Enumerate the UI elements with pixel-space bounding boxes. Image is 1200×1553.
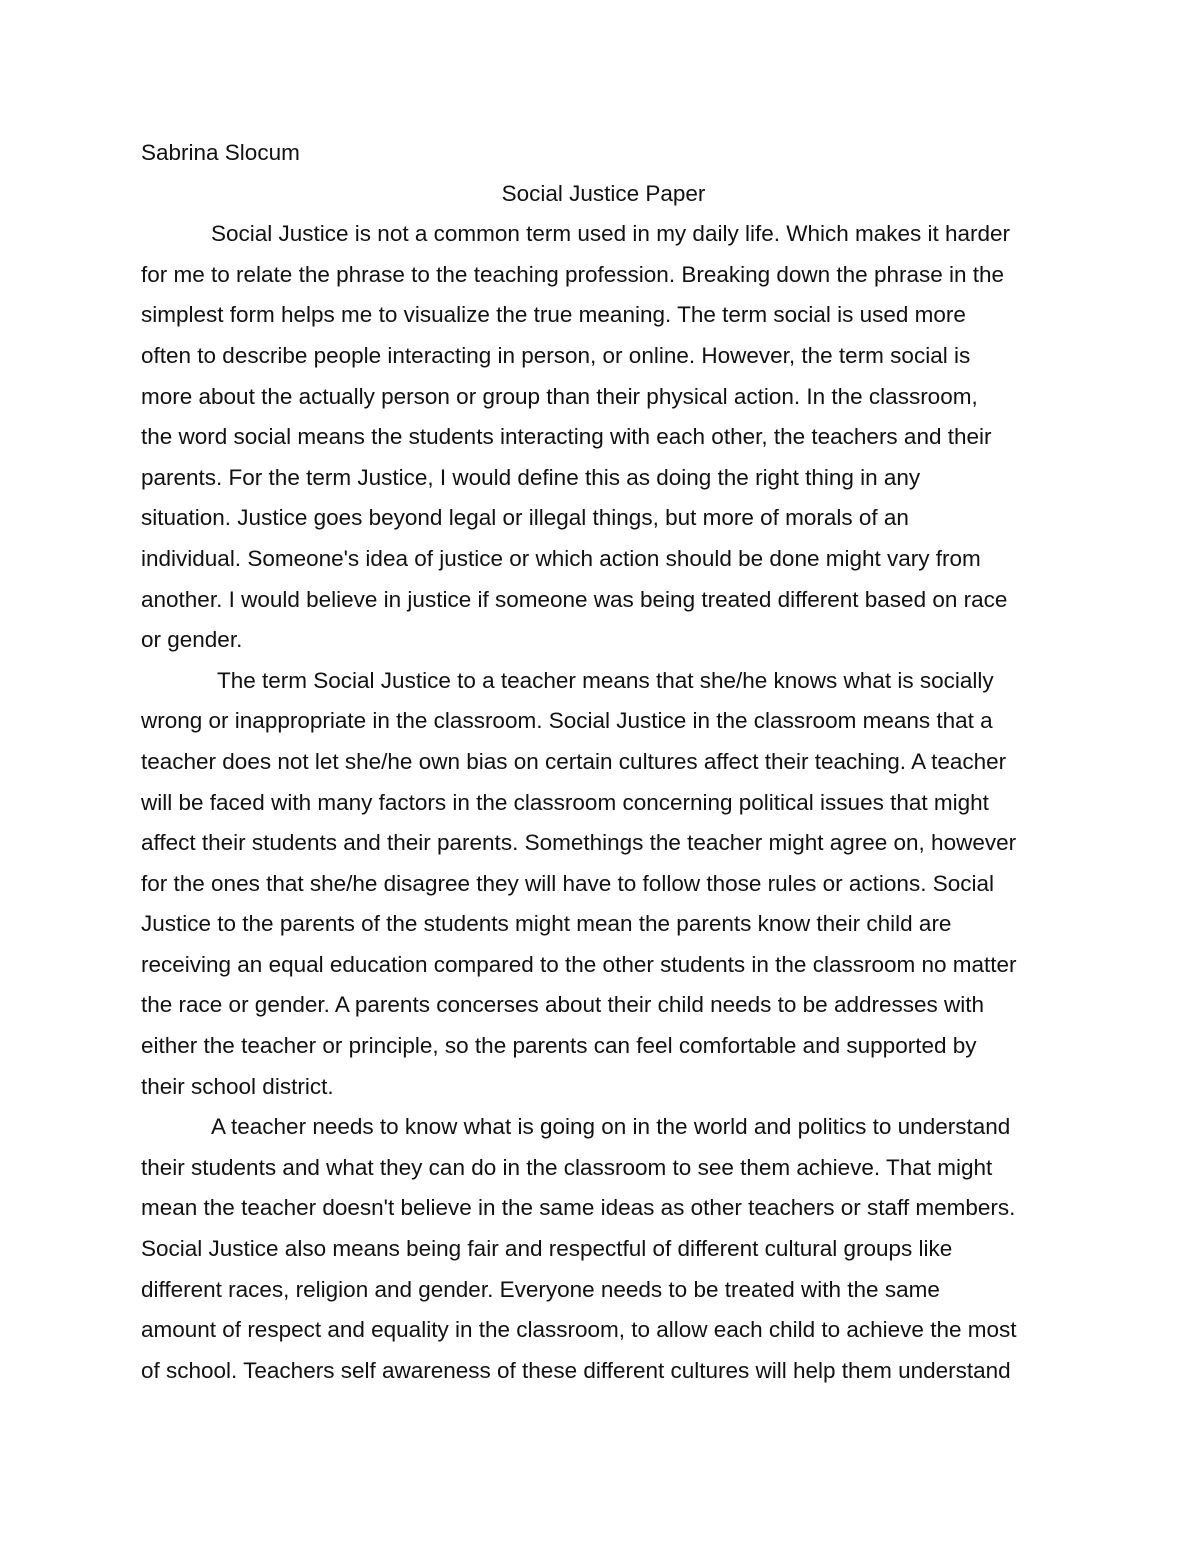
- text-line: teacher does not let she/he own bias on certain cultures affect their teaching. A teacher: [141, 748, 1007, 774]
- text-line: for the ones that she/he disagree they will have to follow those rules or actions. Social: [141, 870, 994, 896]
- text-line: their students and what they can do in the classroom to see them achieve. That might: [141, 1154, 993, 1180]
- text-line: for me to relate the phrase to the teaching profession. Breaking down the phrase in the: [141, 261, 1005, 287]
- text-line: individual. Someone's idea of justice or which action should be done might vary from: [141, 545, 981, 571]
- text-line: A teacher needs to know what is going on in the world and politics to understand: [211, 1114, 1011, 1140]
- text-line: another. I would believe in justice if someone was being treated different based on race: [141, 586, 1008, 612]
- text-line: parents. For the term Justice, I would define this as doing the right thing in any: [141, 464, 921, 490]
- text-line: often to describe people interacting in person, or online. However, the term social is: [141, 342, 971, 368]
- text-line: Justice to the parents of the students might mean the parents know their child are: [141, 911, 952, 937]
- text-line: simplest form helps me to visualize the true meaning. The term social is used more: [141, 302, 966, 328]
- text-line: or gender.: [141, 627, 243, 653]
- paragraph-2: [141, 661, 1066, 1108]
- text-line: different races, religion and gender. Everyone needs to be treated with the same: [141, 1276, 940, 1302]
- author-name: Sabrina Slocum: [141, 140, 300, 165]
- text-line: will be faced with many factors in the classroom concerning political issues that might: [141, 789, 989, 815]
- text-line: situation. Justice goes beyond legal or illegal things, but more of morals of an: [141, 505, 909, 531]
- paragraph-3: [141, 1107, 1066, 1391]
- text-line: affect their students and their parents. Somethings the teacher might agree on, however: [141, 830, 1017, 856]
- text-line: the race or gender. A parents concerses about their child needs to be addresses with: [141, 992, 985, 1018]
- text-line: Social Justice is not a common term used in my daily life. Which makes it harder: [211, 221, 1011, 247]
- text-line: wrong or inappropriate in the classroom. Social Justice in the classroom means that a: [141, 708, 993, 734]
- text-line: receiving an equal education compared to the other students in the classroom no matter: [141, 951, 1017, 977]
- text-line: more about the actually person or group than their physical action. In the classroom,: [141, 383, 978, 409]
- text-line: Social Justice also means being fair and respectful of different cultural groups like: [141, 1236, 953, 1262]
- document-content: [141, 133, 1066, 1391]
- text-line: the word social means the students interacting with each other, the teachers and their: [141, 424, 992, 450]
- text-line: either the teacher or principle, so the parents can feel comfortable and supported by: [141, 1033, 977, 1059]
- text-line: mean the teacher doesn't believe in the same ideas as other teachers or staff members.: [141, 1195, 1016, 1221]
- text-line: The term Social Justice to a teacher means that she/he knows what is socially: [217, 667, 994, 693]
- text-line: of school. Teachers self awareness of these different cultures will help them understand: [141, 1357, 1011, 1383]
- paragraph-1: [141, 214, 1066, 661]
- paper-title: Social Justice Paper: [501, 180, 706, 206]
- text-line: their school district.: [141, 1073, 334, 1099]
- text-line: amount of respect and equality in the classroom, to allow each child to achieve the most: [141, 1317, 1017, 1343]
